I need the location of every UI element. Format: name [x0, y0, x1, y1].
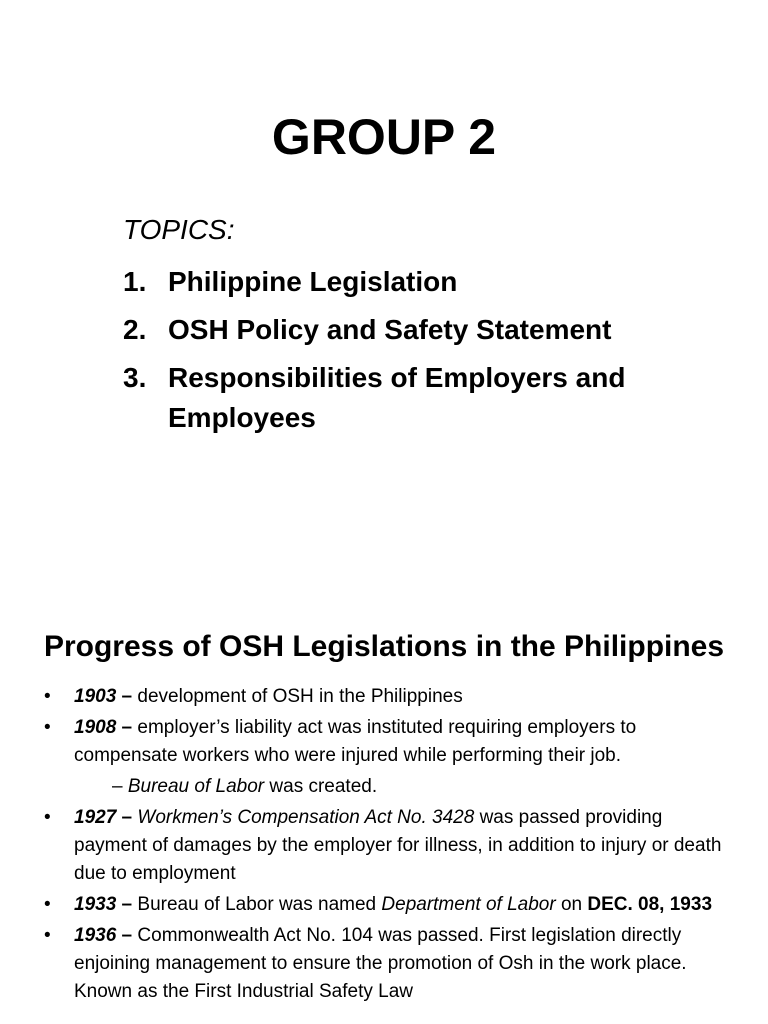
item-italic: Department of Labor [381, 894, 556, 915]
bullet-icon: • [44, 686, 51, 707]
topic-number: 2. [123, 314, 147, 345]
bullet-icon: • [44, 807, 51, 828]
item-text: Commonwealth Act No. 104 was passed. First legislation directly enjoining management to ensure the promotion of Osh in the work place. Known as the First Industrial Safety Law [74, 925, 687, 1002]
item-text: employer’s liability act was instituted requiring employers to compensate workers who were injured while performing their job. [74, 717, 637, 766]
list-item [40, 891, 740, 919]
item-text: Bureau of Labor was named [137, 894, 382, 915]
year: 1936 [74, 925, 117, 946]
dash: – [116, 925, 138, 946]
bullet-icon: • [44, 717, 51, 738]
topic-number: 1. [123, 266, 147, 297]
item-bold: DEC. 08, 1933 [587, 894, 713, 915]
item-text: on [555, 894, 588, 915]
dash: – [116, 894, 138, 915]
topics-list [123, 262, 683, 446]
item-text: development of OSH in the Philippines [137, 686, 463, 707]
year: 1933 [74, 894, 117, 915]
year: 1927 [74, 807, 117, 828]
year: 1903 [74, 686, 117, 707]
item-text: was passed providing payment of damages by the employer for illness, in addition to injury or death due to employment [74, 807, 722, 884]
list-subitem [40, 773, 740, 801]
topics-heading: TOPICS: [123, 214, 235, 245]
topic-item [123, 310, 683, 350]
dash: – [116, 717, 138, 738]
list-item [40, 683, 740, 711]
bullet-icon: • [44, 925, 51, 946]
year: 1908 [74, 717, 117, 738]
topic-item [123, 358, 683, 438]
list-item [40, 922, 740, 1006]
item-italic: Bureau of Labor [127, 776, 265, 797]
topic-label: OSH Policy and Safety Statement [168, 314, 612, 345]
list-item [40, 714, 740, 770]
legislation-list [40, 683, 740, 1009]
list-item [40, 804, 740, 888]
bullet-icon: • [44, 894, 51, 915]
item-text: was created. [264, 776, 378, 797]
topic-number: 3. [123, 362, 147, 393]
topic-label: Philippine Legislation [168, 266, 458, 297]
item-italic: Workmen’s Compensation Act No. 3428 [137, 807, 475, 828]
dash: – [116, 686, 138, 707]
group-title: GROUP 2 [271, 109, 497, 165]
topic-item [123, 262, 683, 302]
dash: – [116, 807, 138, 828]
topic-label: Responsibilities of Employers and Employees [168, 362, 626, 433]
dash: – [112, 776, 128, 797]
slide-title: Progress of OSH Legislations in the Philippines [43, 630, 725, 663]
slide-osh-progress [0, 600, 768, 1024]
